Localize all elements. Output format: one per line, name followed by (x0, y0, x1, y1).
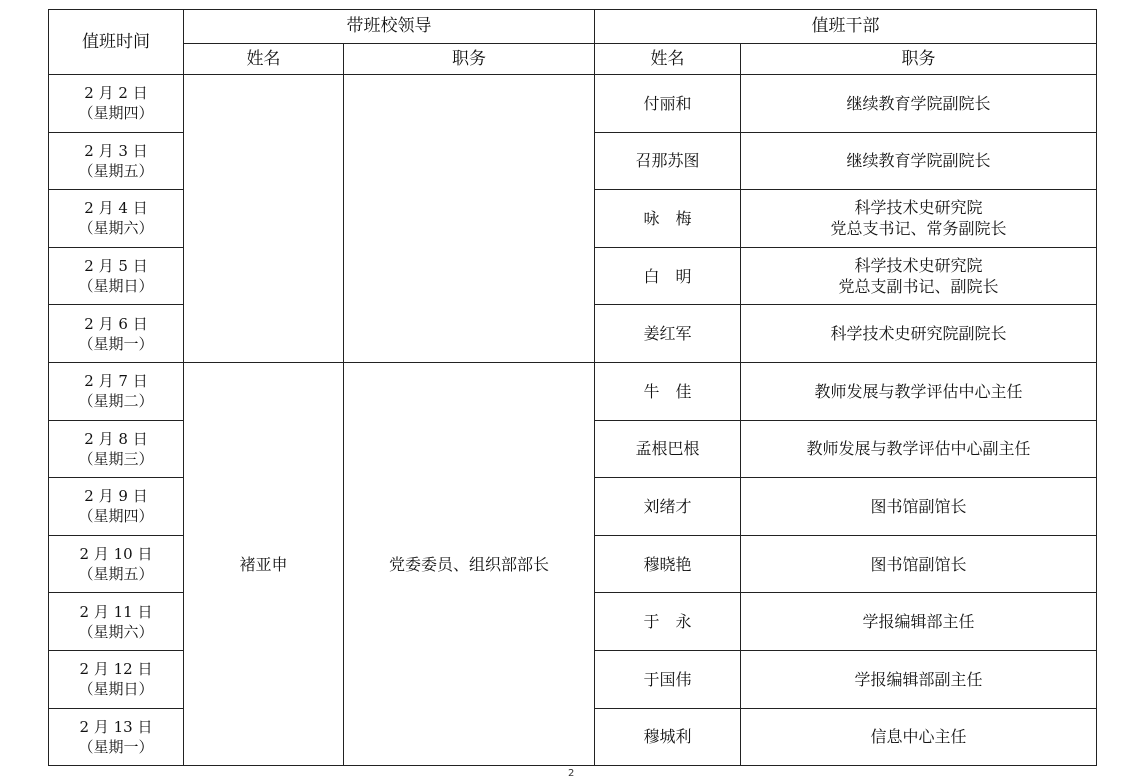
cadre-role-cell (741, 535, 1097, 593)
date-cell (49, 362, 184, 420)
date-cell (49, 650, 184, 708)
weekday-text: （星期三） (78, 449, 154, 468)
page-number: 2 (568, 768, 575, 779)
date-text: 2 月 2 日 (84, 84, 148, 103)
weekday-text: （星期二） (78, 392, 154, 411)
header-row-1 (49, 10, 1097, 44)
duty-schedule-table (48, 9, 1097, 766)
header-cadre-role: 职务 (741, 44, 1097, 75)
date-text: 2 月 13 日 (79, 717, 153, 736)
cadre-role-cell (741, 478, 1097, 536)
table-body (49, 75, 1097, 766)
cadre-role-cell (741, 650, 1097, 708)
cadre-name-cell: 召那苏图 (595, 132, 741, 190)
header-cadre-name: 姓名 (595, 44, 741, 75)
table-row (49, 75, 1097, 133)
cadre-role-line-2: 党总支书记、常务副院长 (830, 219, 1007, 239)
weekday-text: （星期五） (78, 565, 154, 584)
weekday-text: （星期一） (78, 334, 154, 353)
weekday-text: （星期六） (78, 622, 154, 641)
date-text: 2 月 7 日 (84, 372, 148, 391)
cadre-role-cell (741, 132, 1097, 190)
date-cell (49, 535, 184, 593)
date-text: 2 月 12 日 (79, 660, 153, 679)
cadre-role-line-1: 学报编辑部副主任 (854, 669, 983, 689)
cadre-name-cell: 白 明 (595, 247, 741, 305)
cadre-name-cell: 咏 梅 (595, 190, 741, 248)
cadre-name-cell: 姜红军 (595, 305, 741, 363)
weekday-text: （星期日） (78, 680, 154, 699)
date-text: 2 月 3 日 (84, 141, 148, 160)
cadre-name-cell: 穆晓艳 (595, 535, 741, 593)
cadre-role-line-1: 学报编辑部主任 (862, 612, 975, 632)
date-cell (49, 132, 184, 190)
date-text: 2 月 11 日 (79, 602, 153, 621)
date-cell (49, 478, 184, 536)
date-cell (49, 708, 184, 766)
date-cell (49, 190, 184, 248)
date-text: 2 月 8 日 (84, 429, 148, 448)
cadre-role-line-1: 信息中心主任 (870, 727, 967, 747)
date-cell (49, 75, 184, 133)
date-cell (49, 247, 184, 305)
cadre-role-line-1: 科学技术史研究院 (854, 198, 983, 218)
header-leader-name: 姓名 (184, 44, 344, 75)
cadre-name-cell: 于 永 (595, 593, 741, 651)
cadre-role-line-1: 图书馆副馆长 (870, 554, 967, 574)
weekday-text: （星期一） (78, 737, 154, 756)
cadre-name-cell: 于国伟 (595, 650, 741, 708)
date-text: 2 月 6 日 (84, 314, 148, 333)
date-cell (49, 305, 184, 363)
leader-role-cell: 党委委员、组织部部长 (344, 362, 595, 765)
weekday-text: （星期四） (78, 507, 154, 526)
cadre-role-line-1: 图书馆副馆长 (870, 496, 967, 516)
cadre-role-line-1: 教师发展与教学评估中心副主任 (806, 439, 1031, 459)
date-text: 2 月 4 日 (84, 199, 148, 218)
weekday-text: （星期六） (78, 219, 154, 238)
leader-name-cell (184, 75, 344, 363)
weekday-text: （星期四） (78, 104, 154, 123)
header-leader-group: 带班校领导 (184, 10, 595, 44)
cadre-role-line-1: 继续教育学院副院长 (846, 93, 991, 113)
cadre-name-cell: 穆城利 (595, 708, 741, 766)
date-text: 2 月 9 日 (84, 487, 148, 506)
date-cell (49, 420, 184, 478)
cadre-role-cell (741, 190, 1097, 248)
cadre-role-cell (741, 75, 1097, 133)
header-leader-role: 职务 (344, 44, 595, 75)
cadre-role-cell (741, 362, 1097, 420)
header-row-2 (49, 44, 1097, 75)
cadre-role-line-1: 教师发展与教学评估中心主任 (814, 381, 1023, 401)
cadre-role-cell (741, 247, 1097, 305)
cadre-name-cell: 付丽和 (595, 75, 741, 133)
table-row (49, 362, 1097, 420)
leader-role-cell (344, 75, 595, 363)
cadre-role-cell (741, 420, 1097, 478)
cadre-name-cell: 刘绪才 (595, 478, 741, 536)
header-time: 值班时间 (49, 10, 184, 75)
date-cell (49, 593, 184, 651)
header-cadre-group: 值班干部 (595, 10, 1097, 44)
leader-name-cell: 褚亚申 (184, 362, 344, 765)
cadre-role-cell (741, 305, 1097, 363)
date-text: 2 月 10 日 (79, 545, 153, 564)
cadre-name-cell: 孟根巴根 (595, 420, 741, 478)
cadre-role-line-1: 继续教育学院副院长 (846, 151, 991, 171)
cadre-name-cell: 牛 佳 (595, 362, 741, 420)
cadre-role-line-2: 党总支副书记、副院长 (838, 277, 999, 297)
cadre-role-line-1: 科学技术史研究院 (854, 256, 983, 276)
date-text: 2 月 5 日 (84, 257, 148, 276)
cadre-role-line-1: 科学技术史研究院副院长 (830, 324, 1007, 344)
weekday-text: （星期日） (78, 277, 154, 296)
cadre-role-cell (741, 708, 1097, 766)
cadre-role-cell (741, 593, 1097, 651)
weekday-text: （星期五） (78, 161, 154, 180)
